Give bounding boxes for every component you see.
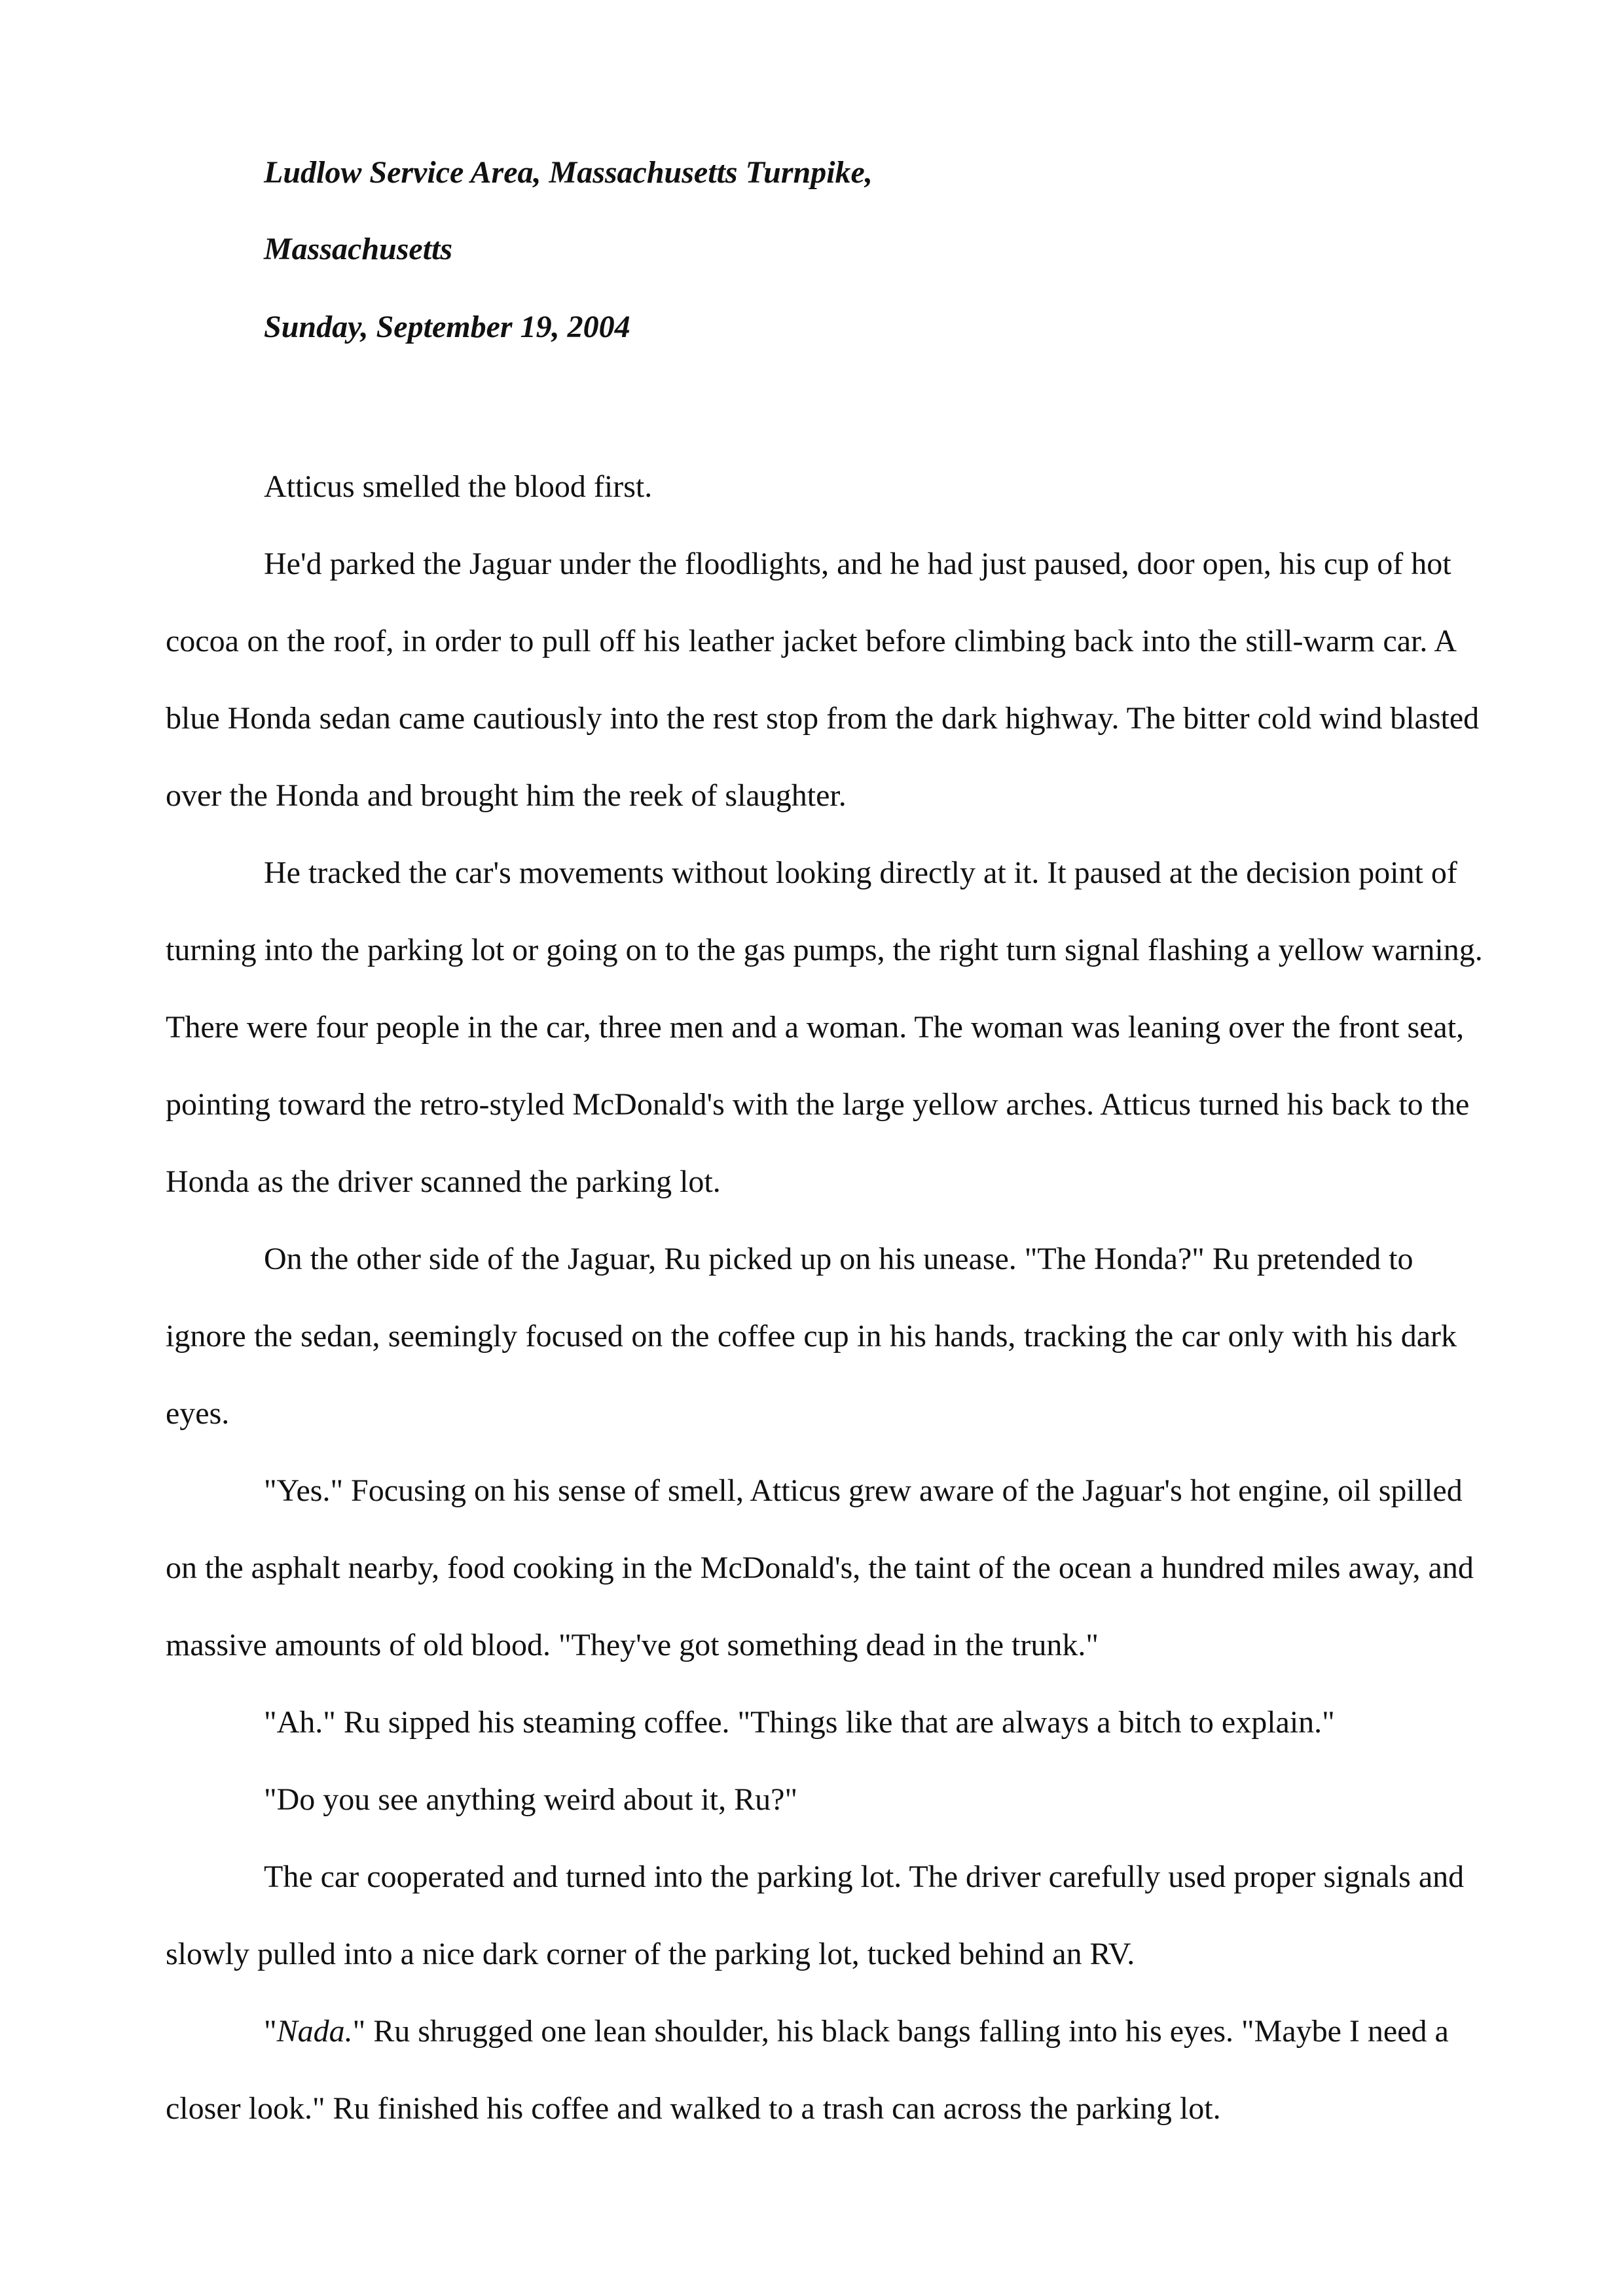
- nada-word: Nada.: [276, 2014, 353, 2049]
- nada-rest: " Ru shrugged one lean shoulder, his black bangs falling into his eyes. "Maybe I need a: [352, 2014, 1449, 2049]
- body-line: "Yes." Focusing on his sense of smell, Atticus grew aware of the Jaguar's hot engine, oil spilled: [264, 1473, 1463, 1508]
- body-line: "Do you see anything weird about it, Ru?": [264, 1782, 798, 1817]
- scene-date: Sunday, September 19, 2004: [264, 310, 630, 344]
- body-line: blue Honda sedan came cautiously into the rest stop from the dark highway. The bitter cold wind blasted: [166, 701, 1480, 736]
- body-line: slowly pulled into a nice dark corner of the parking lot, tucked behind an RV.: [166, 1937, 1135, 1971]
- body-line: ignore the sedan, seemingly focused on the coffee cup in his hands, tracking the car only with his dark: [166, 1319, 1457, 1354]
- body-line: The car cooperated and turned into the parking lot. The driver carefully used proper signals and: [264, 1859, 1465, 1894]
- body-line: over the Honda and brought him the reek of slaughter.: [166, 778, 847, 813]
- scene-location-line-1: Ludlow Service Area, Massachusetts Turnpike,: [264, 155, 873, 190]
- body-line: pointing toward the retro-styled McDonald's with the large yellow arches. Atticus turned his back to the: [166, 1087, 1470, 1122]
- body-line: eyes.: [166, 1396, 230, 1431]
- body-line: on the asphalt nearby, food cooking in the McDonald's, the taint of the ocean a hundred miles away, and: [166, 1551, 1474, 1585]
- nada-open-quote: ": [264, 2014, 277, 2049]
- body-line: Atticus smelled the blood first.: [264, 469, 653, 504]
- body-line-nada: [264, 2012, 1449, 2051]
- body-line: "Ah." Ru sipped his steaming coffee. "Things like that are always a bitch to explain.": [264, 1705, 1335, 1740]
- body-line: On the other side of the Jaguar, Ru picked up on his unease. "The Honda?" Ru pretended to: [264, 1242, 1413, 1276]
- body-line: turning into the parking lot or going on to the gas pumps, the right turn signal flashing a yellow warning.: [166, 933, 1483, 967]
- body-line: He tracked the car's movements without looking directly at it. It paused at the decision point of: [264, 855, 1457, 890]
- body-line: He'd parked the Jaguar under the floodlights, and he had just paused, door open, his cup of hot: [264, 547, 1451, 581]
- body-line: massive amounts of old blood. "They've got something dead in the trunk.": [166, 1628, 1099, 1662]
- body-line: Honda as the driver scanned the parking lot.: [166, 1164, 721, 1199]
- body-line: cocoa on the roof, in order to pull off his leather jacket before climbing back into the still-warm car. A: [166, 624, 1457, 658]
- body-line: closer look." Ru finished his coffee and walked to a trash can across the parking lot.: [166, 2091, 1221, 2126]
- scene-location-line-2: Massachusetts: [264, 232, 453, 266]
- body-line: There were four people in the car, three men and a woman. The woman was leaning over the front seat,: [166, 1010, 1465, 1045]
